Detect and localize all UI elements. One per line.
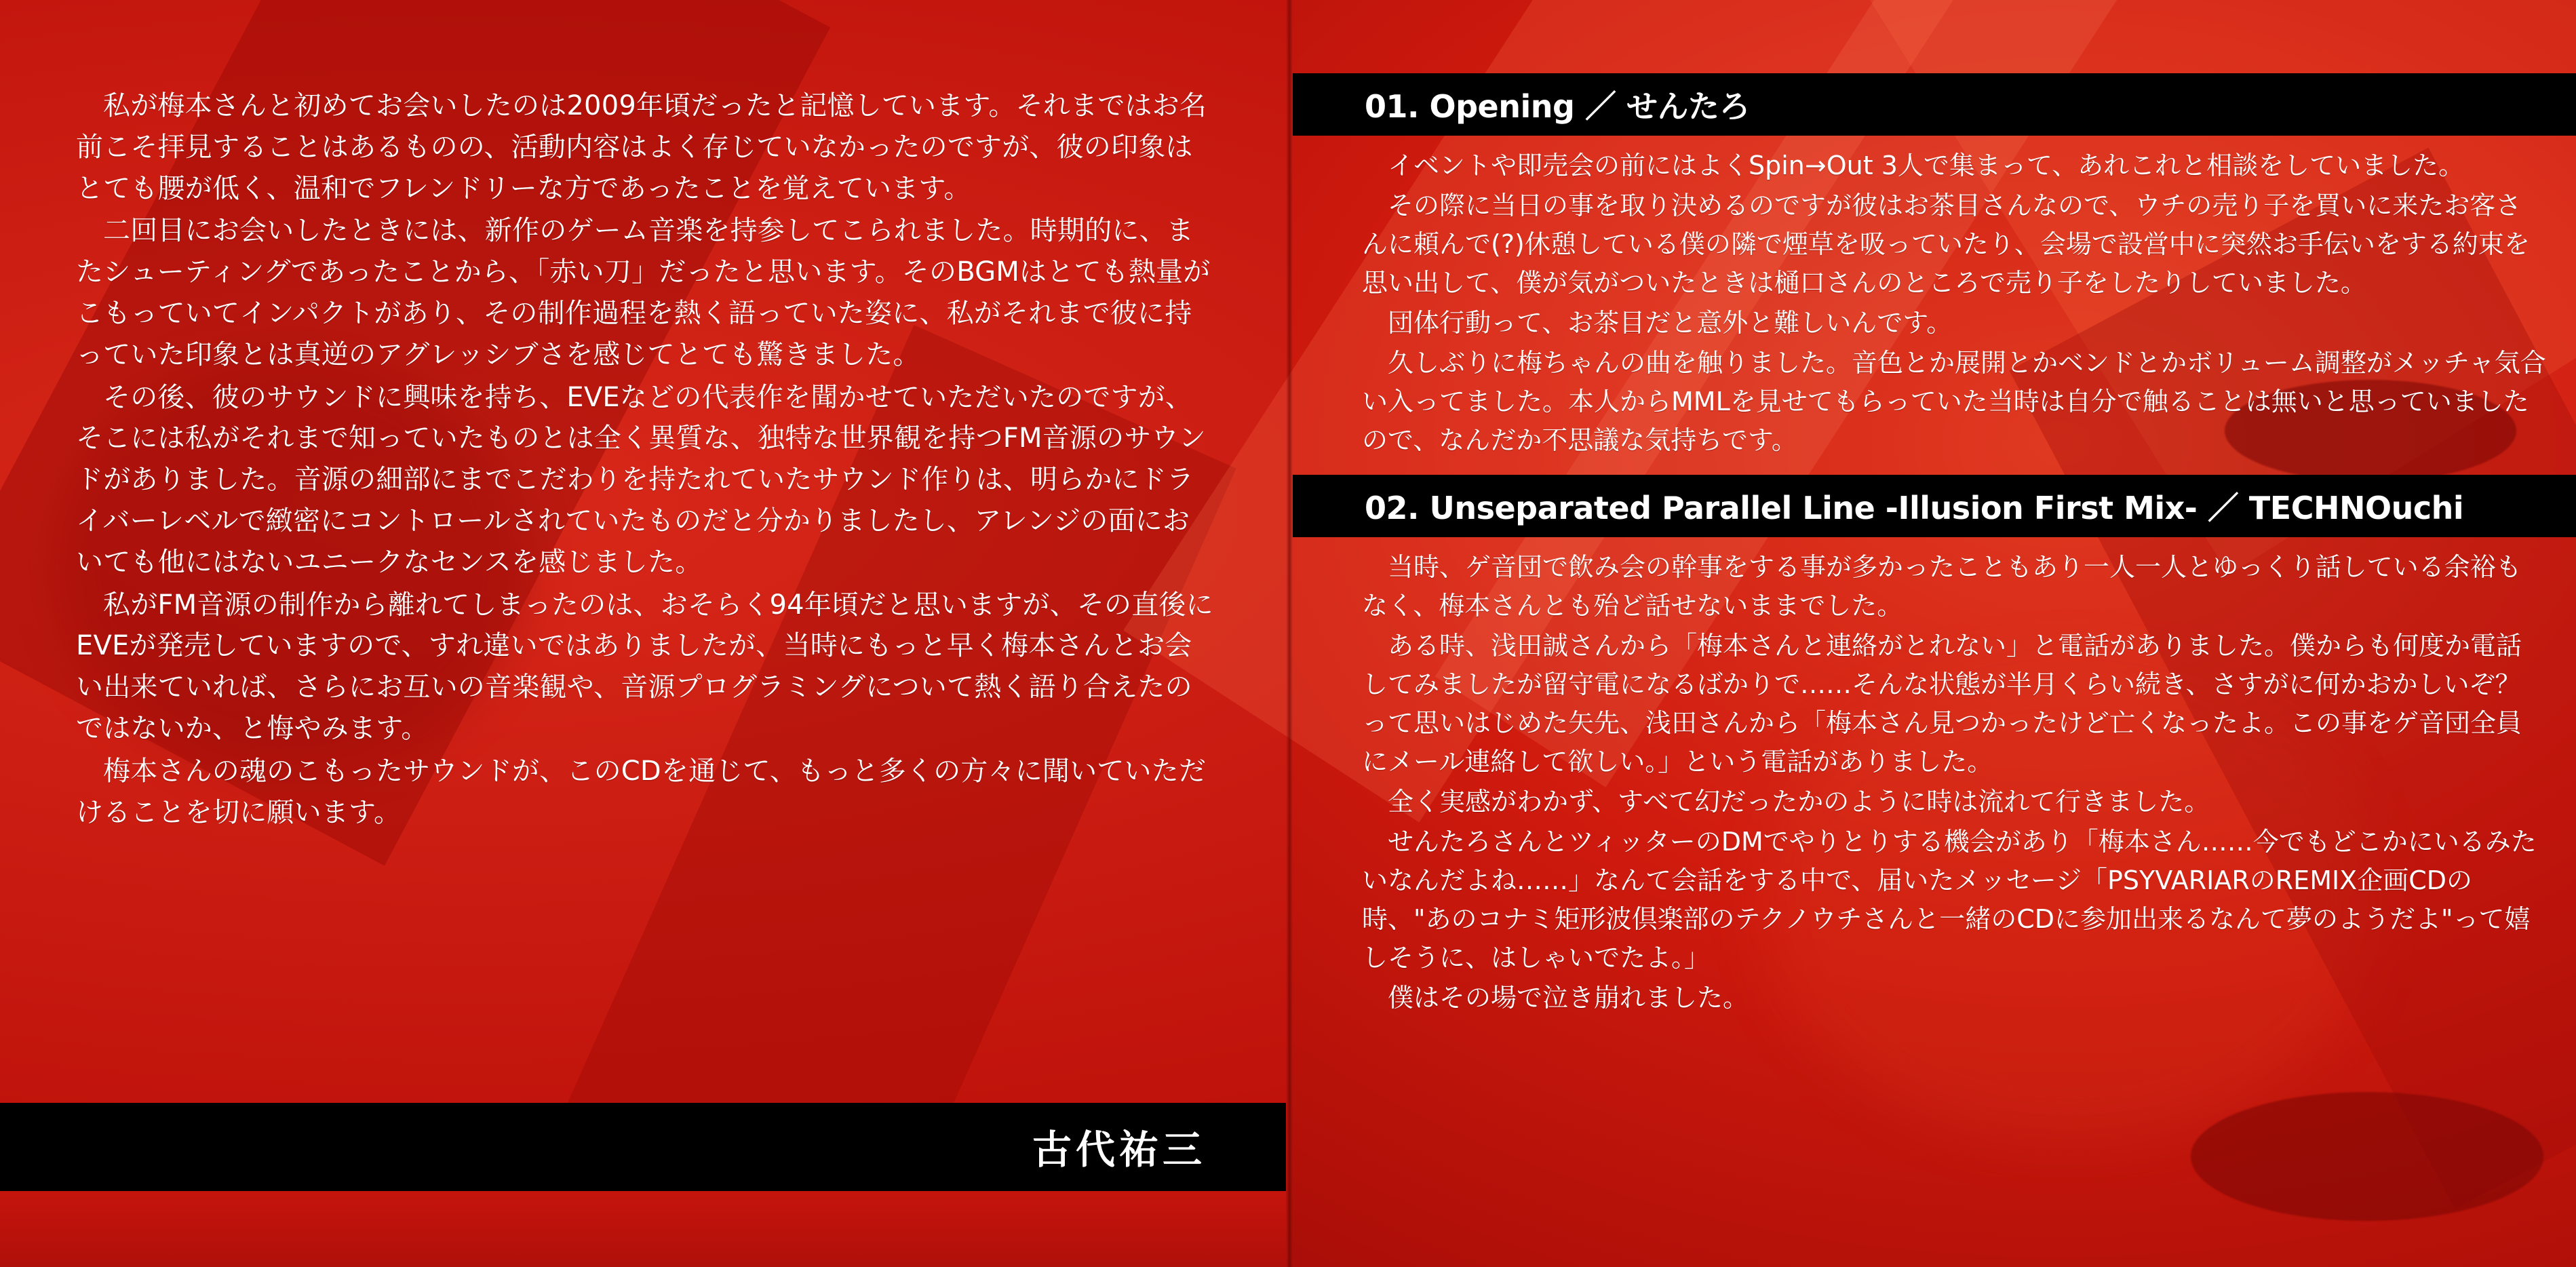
left-page — [0, 0, 1286, 1267]
track-title: 01. Opening ／ せんたろ — [1365, 88, 1750, 125]
essay-paragraph: その後、彼のサウンドに興味を持ち、EVEなどの代表作を聞かせていただいたのですが、そこには私がそれまで知っていたものとは全く異質な、独特な世界観を持つFM音源のサウンドがありました。音源の細部にまでこだわりを持たれていたサウンド作りは、明らかにドライバーレベルで緻密にコントロールされていたものだと分かりましたし、アレンジの面においても他にはないユニークなセンスを感じました。 — [76, 381, 1206, 578]
essay-paragraph: 二回目にお会いしたときには、新作のゲーム音楽を持参してこられました。時期的に、またシューティングであったことから、「赤い刀」だったと思います。そのBGMはとても熱量がこもっていてインパクトがあり、その制作過程を熱く語っていた姿に、私がそれまで彼に持っていた印象とは真逆のアグレッシブさを感じてとても驚きました。 — [76, 215, 1211, 370]
track-paragraph: 当時、ゲ音団で飲み会の幹事をする事が多かったこともあり一人一人とゆっくり話している余裕もなく、梅本さんとも殆ど話せないままでした。 — [1362, 552, 2522, 621]
left-page-footer-fill — [0, 1191, 1286, 1267]
track-notes — [1293, 136, 2576, 460]
track-heading-bar — [1293, 475, 2576, 537]
essay-paragraph: 私が梅本さんと初めてお会いしたのは2009年頃だったと記憶しています。それまではお名前こそ拝見することはあるものの、活動内容はよく存じていなかったのですが、彼の印象はとても腰が低く、温和でフレンドリーな方であったことを覚えています。 — [76, 90, 1207, 204]
track-notes — [1293, 537, 2576, 1017]
track-paragraph: 久しぶりに梅ちゃんの曲を触りました。音色とか展開とかベンドとかボリューム調整がメッチャ気合い入ってました。本人からMMLを見せてもらっていた当時は自分で触ることは無いと思っていましたので、なんだか不思議な気持ちです。 — [1362, 348, 2546, 455]
essay-text — [76, 85, 1215, 834]
track-paragraph: 全く実感がわかず、すべて幻だったかのように時は流れて行きました。 — [1388, 787, 2210, 817]
right-page — [1293, 0, 2576, 1267]
track-paragraph: その際に当日の事を取り決めるのですが彼はお茶目さんなので、ウチの売り子を買いに来たお客さんに頼んで(?)休憩している僕の隣で煙草を吸っていたり、会場で設営中に突然お手伝いをする約束を思い出して、僕が気がついたときは樋口さんのところで売り子をしたりしていました。 — [1362, 191, 2530, 298]
track-heading-bar — [1293, 73, 2576, 136]
track-paragraph: 僕はその場で泣き崩れました。 — [1388, 983, 1749, 1013]
track-paragraph: せんたろさんとツィッターのDMでやりとりする機会があり「梅本さん……今でもどこかにいるみたいなんだよね……」なんて会話をする中で、届いたメッセージ「PSYVARIARのREMIX企画CDの時、"あのコナミ矩形波倶楽部のテクノウチさんと一緒のCDに参加出来るなんて夢のようだよ"って嬉しそうに、はしゃいでたよ。」 — [1362, 827, 2537, 973]
track-paragraph: イベントや即売会の前にはよくSpin→Out 3人で集まって、あれこれと相談をしていました。 — [1388, 151, 2465, 180]
essay-paragraph: 私がFM音源の制作から離れてしまったのは、おそらく94年頃だと思いますが、その直後にEVEが発売していますので、すれ違いではありましたが、当時にもっと早く梅本さんとお会い出来ていれば、さらにお互いの音楽観や、音源プログラミングについて熱く語り合えたのではないか、と悔やみます。 — [76, 589, 1213, 744]
track-entry — [1293, 475, 2576, 1019]
track-paragraph: ある時、浅田誠さんから「梅本さんと連絡がとれない」と電話がありました。僕からも何度か電話してみましたが留守電になるばかりで……そんな状態が半月くらい続き、さすがに何かおかしいぞ？ って思いはじめた矢先、浅田さんから「梅本さん見つかったけど亡くなったよ。この事をゲ音団全員にメール連絡して欲しい。」という電話がありました。 — [1362, 631, 2522, 777]
essay-paragraph: 梅本さんの魂のこもったサウンドが、このCDを通じて、もっと多くの方々に聞いていただけることを切に願います。 — [76, 755, 1207, 828]
track-paragraph: 団体行動って、お茶目だと意外と難しいんです。 — [1388, 308, 1953, 338]
author-signature: 古代祐三 — [1032, 1127, 1206, 1173]
track-title: 02. Unseparated Parallel Line -Illusion First Mix- ／ TECHNOuchi — [1365, 490, 2464, 526]
page-fold-line — [1286, 0, 1293, 1267]
track-entry — [1293, 73, 2576, 461]
